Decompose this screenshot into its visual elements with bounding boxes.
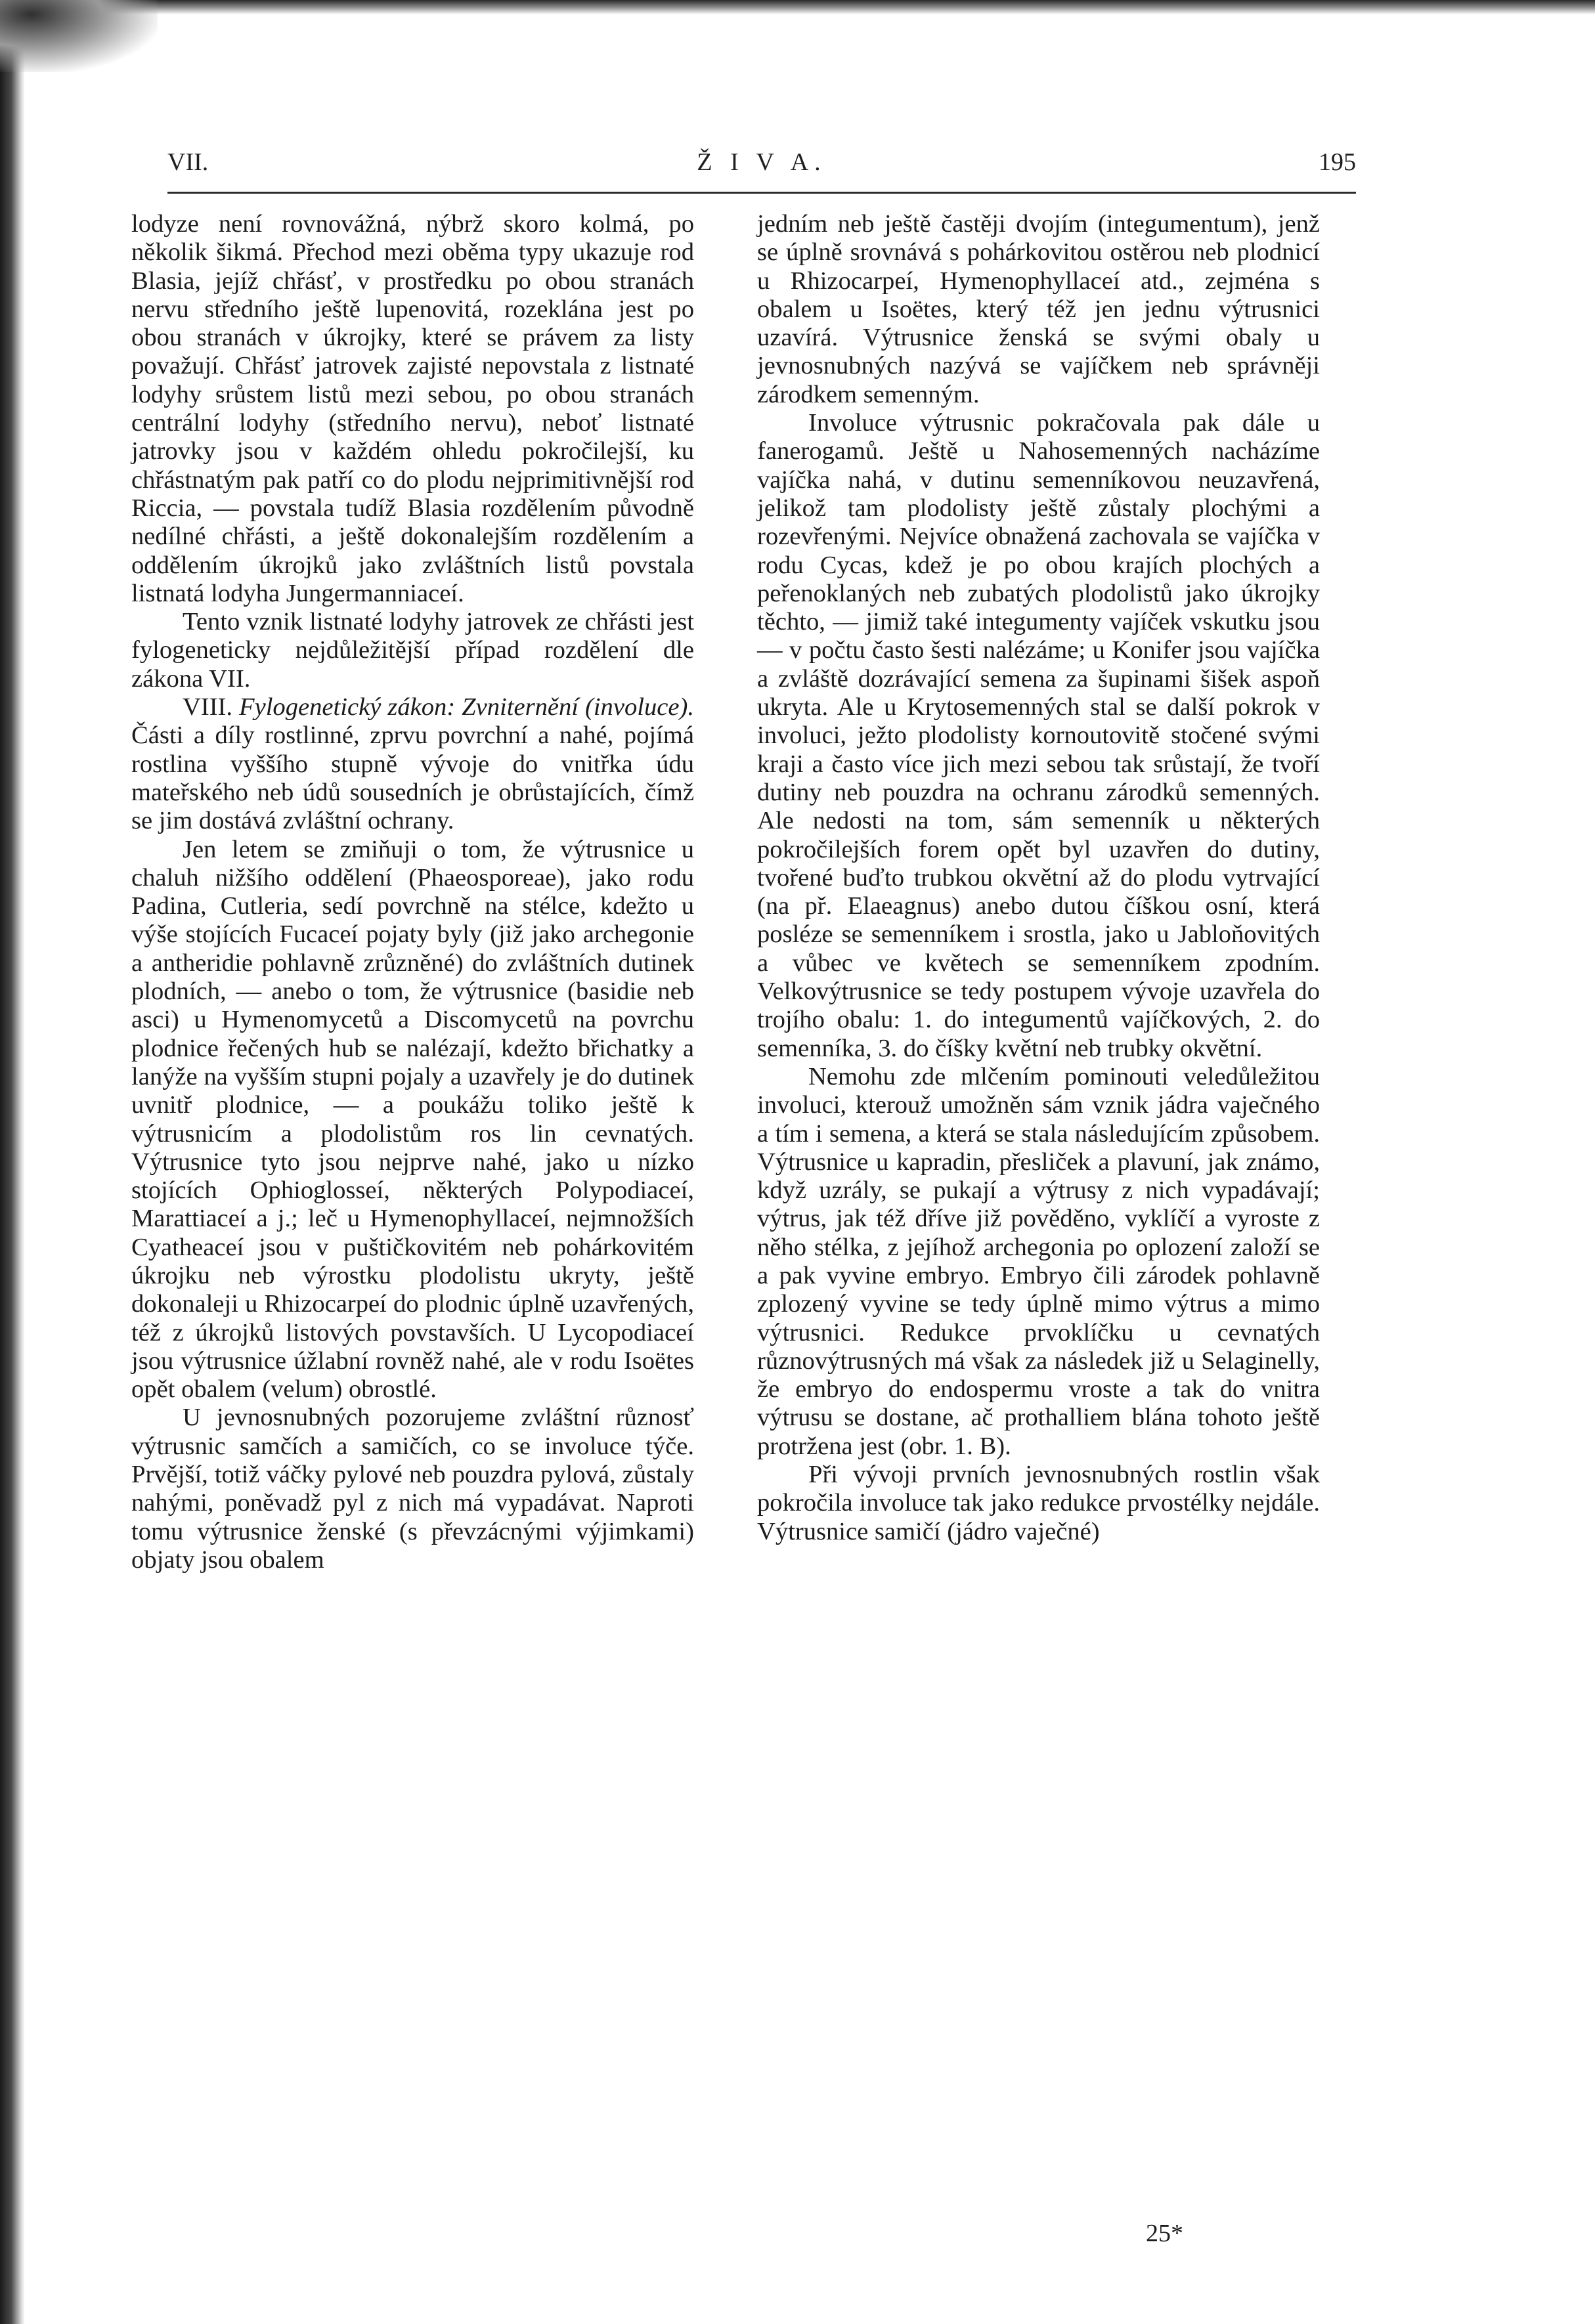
scan-corner-shadow bbox=[0, 0, 158, 72]
volume-number: VII. bbox=[167, 148, 209, 176]
printer-signature-mark: 25* bbox=[1146, 2220, 1183, 2247]
paragraph: jedním neb ještě častěji dvojím (integumentum), jenž se úplně srovnává s pohárkovitou ostěrou neb plodnicí u Rhizocarpeí, Hymenophyllaceí atd., zejména s obalem u Isoëtes, který též jen jednu výtrusnici uzavírá. Výtrusnice ženská se svými obaly u jevnosnubných nazývá se vajíčkem neb správněji zárodkem semenným. bbox=[757, 210, 1320, 408]
paragraph: Nemohu zde mlčením pominouti veledůležitou involuci, kterouž umožněn sám vznik jádra vaječného a tím i semena, a která se stala následujícím způsobem. Výtrusnice u kapradin, přesliček a plavuní, jak známo, když uzrály, se pukají a výtrusy z nich vypadávají; výtrus, jak též dříve již pověděno, vyklíčí a vyroste z něho stélka, z jejíhož archegonia po oplození založí se a pak vyvine embryo. Embryo čili zárodek pohlavně zplozený vyvine se tedy úplně mimo výtrus a mimo výtrusnici. Redukce prvoklíčku u cevnatých různovýtrusných má však za následek již u Selaginelly, že embryo do endospermu vroste a tak do vnitra výtrusu se dostane, ač prothalliem blána tohoto ještě protržena jest (obr. 1. B). bbox=[757, 1062, 1320, 1460]
right-column bbox=[757, 210, 1320, 1546]
journal-title: Ž I V A. bbox=[697, 148, 827, 176]
law-paragraph bbox=[131, 693, 694, 835]
page-number: 195 bbox=[1319, 148, 1356, 176]
paragraph: Tento vznik listnaté lodyhy jatrovek ze chřásti jest fylogeneticky nejdůležitější případ rozdělení dle zákona VII. bbox=[131, 608, 694, 693]
paragraph: U jevnosnubných pozorujeme zvláštní různosť výtrusnic samčích a samičích, co se involuce týče. Prvější, totiž váčky pylové neb pouzdra pylová, zůstaly nahými, poněvadž pyl z nich má vypadávat. Naproti tomu výtrusnice ženské (s převzácnými výjimkami) objaty jsou obalem bbox=[131, 1404, 694, 1574]
paragraph: lodyze není rovnovážná, nýbrž skoro kolmá, po několik šikmá. Přechod mezi oběma typy ukazuje rod Blasia, jejíž chřásť, v prostředku po obou stranách nervu středního ještě lupenovitá, rozeklána jest po obou stranách v úkrojky, které se právem za listy považují. Chřásť jatrovek zajisté nepovstala z listnaté lodyhy srůstem listů mezi sebou, po obou stranách centrální lodyhy (středního nervu), neboť listnaté jatrovky jsou v každém ohledu pokročilejší, ku chřástnatým pak patří co do plodu nejprimitivnější rod Riccia, — povstala tudíž Blasia rozdělením původně nedílné chřásti, a ještě dokonalejším rozdělením a oddělením úkrojků jako zvláštních listů povstala listnatá lodyha Jungermanniaceí. bbox=[131, 210, 694, 607]
header-rule bbox=[167, 192, 1356, 194]
paragraph: Jen letem se zmiňuji o tom, že výtrusnice u chaluh nižšího oddělení (Phaeosporeae), jako rodu Padina, Cutleria, sedí povrchně na stélce, kdežto u výše stojících Fucaceí pojaty byly (již jako archegonie a antheridie pohlavně zrůzněné) do zvláštních dutinek plodních, — anebo o tom, že výtrusnice (basidie neb asci) u Hymenomycetů a Discomycetů na povrchu plodnice řečených hub se nalézají, kdežto břichatky a lanýže na vyšším stupni pojaly a uzavřely je do dutinek uvnitř plodnice, — a poukážu toliko ještě k výtrusnicím a plodolistům ros lin cevnatých. Výtrusnice tyto jsou nejprve nahé, jako u nízko stojících Ophioglosseí, některých Polypodiaceí, Marattiaceí a j.; leč u Hymenophyllaceí, nejmnožších Cyatheaceí jsou v puštičkovitém neb pohárkovitém úkrojku neb výrostku plodolistu ukryty, ještě dokonaleji u Rhizocarpeí do plodnic úplně uzavřených, též z úkrojků listových povstavších. U Lycopodiaceí jsou výtrusnice úžlabní rovněž nahé, ale v rodu Isoëtes opět obalem (velum) obrostlé. bbox=[131, 835, 694, 1404]
paragraph: Při vývoji prvních jevnosnubných rostlin však pokročila involuce tak jako redukce prvostélky nejdále. Výtrusnice samičí (jádro vaječné) bbox=[757, 1461, 1320, 1545]
left-column bbox=[131, 210, 694, 1574]
law-title: Fylogenetický zákon: Zvniternění (involuce). bbox=[239, 693, 694, 721]
law-body: Části a díly rostlinné, zprvu povrchní a nahé, pojímá rostlina vyššího stupně vývoje do vnitřka údu mateřského neb údů sousedních je obrůstajících, čímž se jim dostává zvláštní ochrany. bbox=[131, 721, 694, 835]
law-number: VIII. bbox=[183, 693, 233, 721]
scan-edge-shadow bbox=[0, 0, 25, 2324]
paragraph: Involuce výtrusnic pokračovala pak dále u fanerogamů. Ještě u Nahosemenných nacházíme vajíčka nahá, v dutinu semenníkovou neuzavřená, jelikož tam plodolisty ještě zůstaly plochými a rozevřenými. Nejvíce obnažená zachovala se vajíčka v rodu Cycas, kdež je po obou krajích plochých a peřenoklaných neb zubatých plodolistů jako úkrojky těchto, — jimiž také integumenty vajíček vskutku jsou — v počtu často šesti nalézáme; u Konifer jsou vajíčka a zvláště dozrávající semena za šupinami šišek aspoň ukryta. Ale u Krytosemenných stal se další pokrok v involuci, ježto plodolisty kornoutovitě stočené svými kraji a často více jich mezi sebou tak srůstají, že tvoří dutiny neb pouzdra na ochranu zárodků semenných. Ale nedosti na tom, sám semenník u některých pokročilejších forem opět byl uzavřen do dutiny, tvořené buďto trubkou okvětní až do plodu vytrvající (na př. Elaeagnus) anebo dutou číškou osní, která posléze se semenníkem i srostla, jako u Jabloňovitých a vůbec ve květech se semenníkem zpodním. Velkovýtrusnice se tedy postupem vývoje uzavřela do trojího obalu: 1. do integumentů vajíčkových, 2. do semenníka, 3. do číšky květní neb trubky okvětní. bbox=[757, 409, 1320, 1062]
scan-top-shadow bbox=[0, 0, 1595, 14]
running-header bbox=[167, 148, 1356, 187]
